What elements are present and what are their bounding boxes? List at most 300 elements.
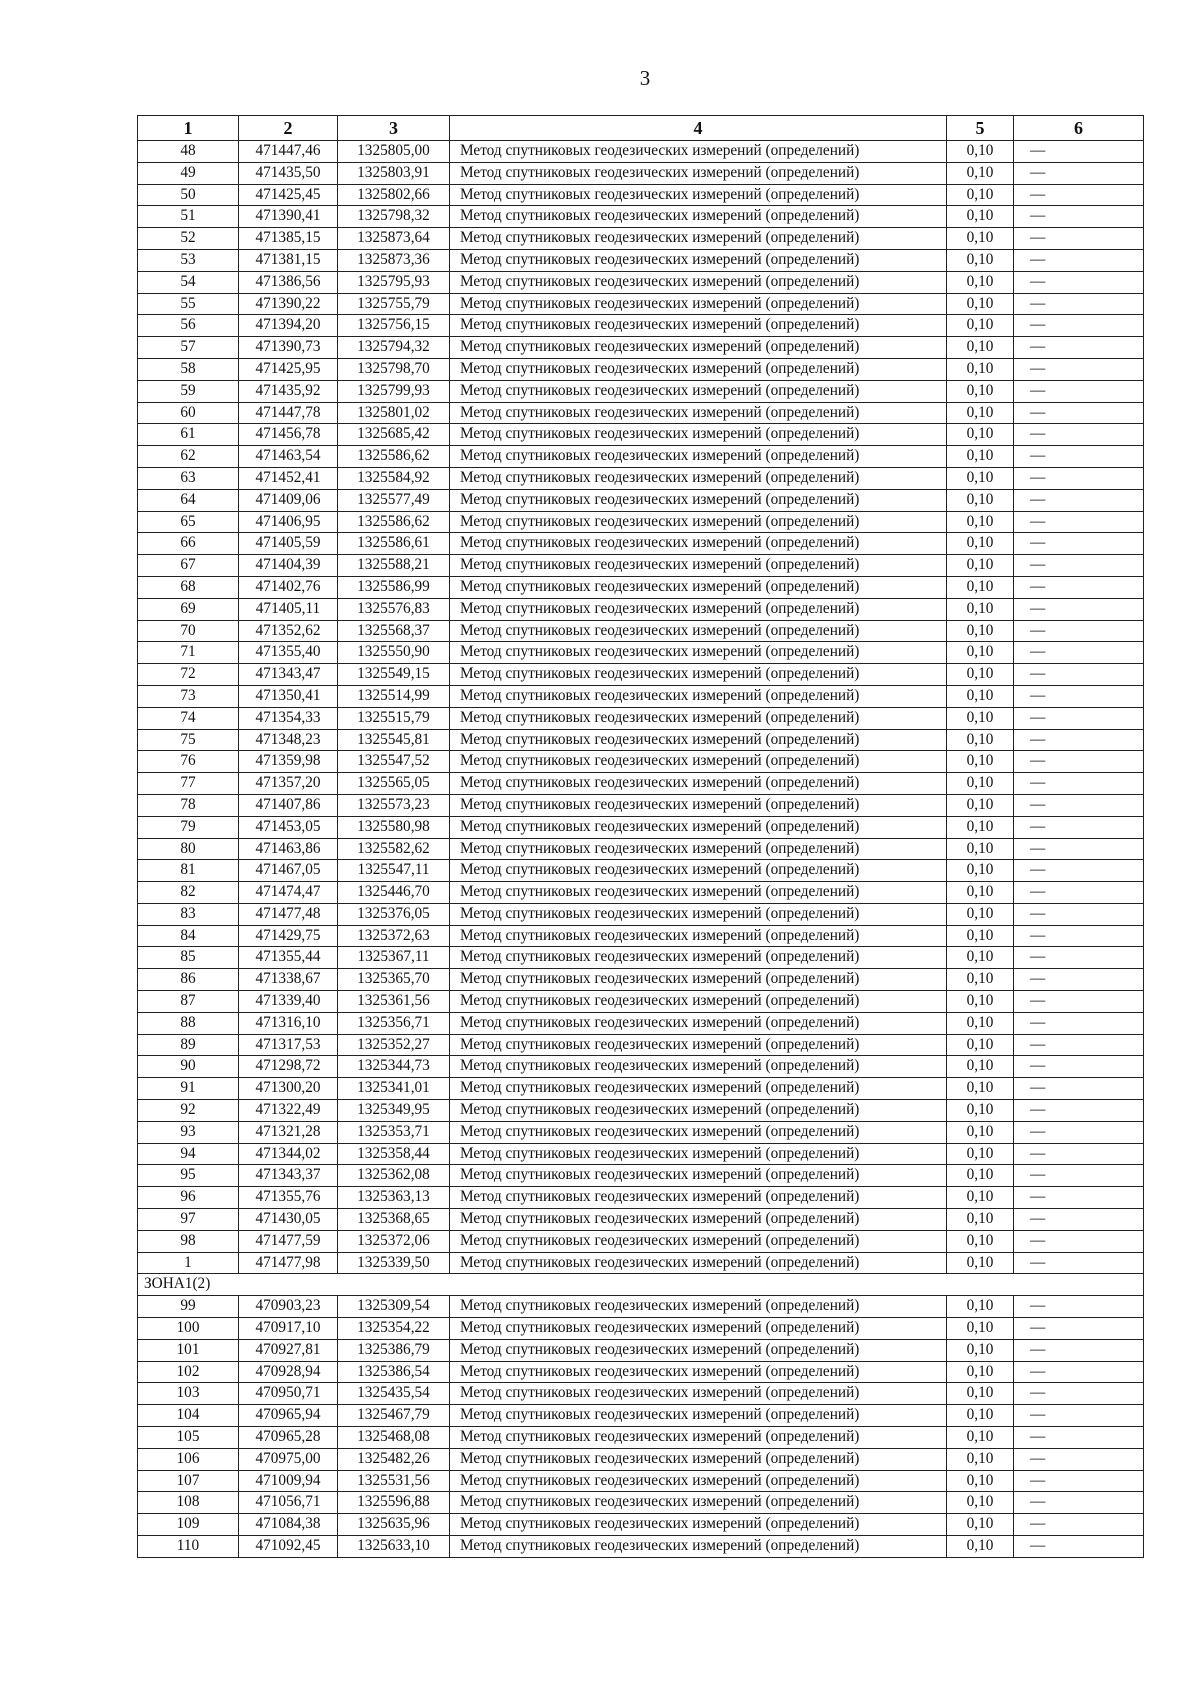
method-cell: Метод спутниковых геодезических измерений (определений)	[450, 794, 947, 816]
y-coordinate-cell: 1325515,79	[338, 707, 450, 729]
point-number-cell: 104	[138, 1405, 239, 1427]
table-header-row	[138, 116, 1144, 141]
point-number-cell: 64	[138, 489, 239, 511]
column-header: 4	[450, 116, 947, 141]
y-coordinate-cell: 1325576,83	[338, 598, 450, 620]
table-row	[138, 1230, 1144, 1252]
y-coordinate-cell: 1325367,11	[338, 947, 450, 969]
x-coordinate-cell: 471463,54	[239, 446, 338, 468]
accuracy-cell: 0,10	[947, 315, 1014, 337]
note-cell: —	[1014, 489, 1144, 511]
x-coordinate-cell: 471317,53	[239, 1034, 338, 1056]
y-coordinate-cell: 1325372,63	[338, 925, 450, 947]
note-cell: —	[1014, 773, 1144, 795]
accuracy-cell: 0,10	[947, 1121, 1014, 1143]
method-cell: Метод спутниковых геодезических измерений (определений)	[450, 620, 947, 642]
table-row	[138, 882, 1144, 904]
point-number-cell: 55	[138, 293, 239, 315]
table-row	[138, 489, 1144, 511]
y-coordinate-cell: 1325376,05	[338, 903, 450, 925]
method-cell: Метод спутниковых геодезических измерений (определений)	[450, 1492, 947, 1514]
point-number-cell: 78	[138, 794, 239, 816]
point-number-cell: 68	[138, 576, 239, 598]
table-row	[138, 664, 1144, 686]
note-cell: —	[1014, 1165, 1144, 1187]
y-coordinate-cell: 1325550,90	[338, 642, 450, 664]
accuracy-cell: 0,10	[947, 337, 1014, 359]
x-coordinate-cell: 471355,76	[239, 1187, 338, 1209]
note-cell: —	[1014, 1536, 1144, 1558]
point-number-cell: 71	[138, 642, 239, 664]
x-coordinate-cell: 470965,94	[239, 1405, 338, 1427]
point-number-cell: 87	[138, 991, 239, 1013]
table-row	[138, 1339, 1144, 1361]
y-coordinate-cell: 1325586,61	[338, 533, 450, 555]
x-coordinate-cell: 471425,45	[239, 184, 338, 206]
x-coordinate-cell: 471355,44	[239, 947, 338, 969]
table-row	[138, 903, 1144, 925]
x-coordinate-cell: 471357,20	[239, 773, 338, 795]
accuracy-cell: 0,10	[947, 1143, 1014, 1165]
x-coordinate-cell: 471350,41	[239, 685, 338, 707]
method-cell: Метод спутниковых геодезических измерений (определений)	[450, 1536, 947, 1558]
x-coordinate-cell: 471009,94	[239, 1470, 338, 1492]
point-number-cell: 80	[138, 838, 239, 860]
point-number-cell: 94	[138, 1143, 239, 1165]
accuracy-cell: 0,10	[947, 816, 1014, 838]
table-body	[138, 141, 1144, 1558]
accuracy-cell: 0,10	[947, 1492, 1014, 1514]
table-row	[138, 1448, 1144, 1470]
method-cell: Метод спутниковых геодезических измерений (определений)	[450, 358, 947, 380]
y-coordinate-cell: 1325588,21	[338, 555, 450, 577]
y-coordinate-cell: 1325584,92	[338, 467, 450, 489]
point-number-cell: 83	[138, 903, 239, 925]
zone-title: ЗОНА1(2)	[138, 1274, 1144, 1296]
table-row	[138, 729, 1144, 751]
method-cell: Метод спутниковых геодезических измерений (определений)	[450, 141, 947, 163]
y-coordinate-cell: 1325467,79	[338, 1405, 450, 1427]
note-cell: —	[1014, 1470, 1144, 1492]
table-row	[138, 162, 1144, 184]
accuracy-cell: 0,10	[947, 271, 1014, 293]
x-coordinate-cell: 471407,86	[239, 794, 338, 816]
y-coordinate-cell: 1325794,32	[338, 337, 450, 359]
note-cell: —	[1014, 1209, 1144, 1231]
y-coordinate-cell: 1325577,49	[338, 489, 450, 511]
accuracy-cell: 0,10	[947, 206, 1014, 228]
table-row	[138, 773, 1144, 795]
point-number-cell: 82	[138, 882, 239, 904]
note-cell: —	[1014, 141, 1144, 163]
method-cell: Метод спутниковых геодезических измерений (определений)	[450, 1209, 947, 1231]
x-coordinate-cell: 471084,38	[239, 1514, 338, 1536]
point-number-cell: 79	[138, 816, 239, 838]
y-coordinate-cell: 1325386,79	[338, 1339, 450, 1361]
y-coordinate-cell: 1325586,62	[338, 511, 450, 533]
point-number-cell: 70	[138, 620, 239, 642]
method-cell: Метод спутниковых геодезических измерений (определений)	[450, 882, 947, 904]
method-cell: Метод спутниковых геодезических измерений (определений)	[450, 1318, 947, 1340]
x-coordinate-cell: 471394,20	[239, 315, 338, 337]
table-row	[138, 555, 1144, 577]
point-number-cell: 1	[138, 1252, 239, 1274]
x-coordinate-cell: 470928,94	[239, 1361, 338, 1383]
point-number-cell: 62	[138, 446, 239, 468]
x-coordinate-cell: 471390,73	[239, 337, 338, 359]
note-cell: —	[1014, 598, 1144, 620]
point-number-cell: 77	[138, 773, 239, 795]
method-cell: Метод спутниковых геодезических измерений (определений)	[450, 511, 947, 533]
y-coordinate-cell: 1325354,22	[338, 1318, 450, 1340]
table-row	[138, 969, 1144, 991]
note-cell: —	[1014, 380, 1144, 402]
accuracy-cell: 0,10	[947, 467, 1014, 489]
accuracy-cell: 0,10	[947, 1209, 1014, 1231]
method-cell: Метод спутниковых геодезических измерений (определений)	[450, 925, 947, 947]
y-coordinate-cell: 1325361,56	[338, 991, 450, 1013]
accuracy-cell: 0,10	[947, 838, 1014, 860]
x-coordinate-cell: 471298,72	[239, 1056, 338, 1078]
accuracy-cell: 0,10	[947, 446, 1014, 468]
method-cell: Метод спутниковых геодезических измерений (определений)	[450, 1143, 947, 1165]
note-cell: —	[1014, 424, 1144, 446]
x-coordinate-cell: 471406,95	[239, 511, 338, 533]
table-row	[138, 1056, 1144, 1078]
accuracy-cell: 0,10	[947, 642, 1014, 664]
accuracy-cell: 0,10	[947, 555, 1014, 577]
column-header: 1	[138, 116, 239, 141]
method-cell: Метод спутниковых геодезических измерений (определений)	[450, 1165, 947, 1187]
table-row	[138, 446, 1144, 468]
point-number-cell: 96	[138, 1187, 239, 1209]
y-coordinate-cell: 1325568,37	[338, 620, 450, 642]
table-row	[138, 751, 1144, 773]
note-cell: —	[1014, 1383, 1144, 1405]
accuracy-cell: 0,10	[947, 424, 1014, 446]
note-cell: —	[1014, 620, 1144, 642]
table-row	[138, 925, 1144, 947]
x-coordinate-cell: 471474,47	[239, 882, 338, 904]
x-coordinate-cell: 471447,78	[239, 402, 338, 424]
note-cell: —	[1014, 533, 1144, 555]
x-coordinate-cell: 471343,47	[239, 664, 338, 686]
point-number-cell: 97	[138, 1209, 239, 1231]
coordinates-table	[137, 115, 1144, 1558]
table-row	[138, 1405, 1144, 1427]
method-cell: Метод спутниковых геодезических измерений (определений)	[450, 1078, 947, 1100]
point-number-cell: 81	[138, 860, 239, 882]
accuracy-cell: 0,10	[947, 533, 1014, 555]
note-cell: —	[1014, 228, 1144, 250]
method-cell: Метод спутниковых геодезических измерений (определений)	[450, 642, 947, 664]
note-cell: —	[1014, 903, 1144, 925]
accuracy-cell: 0,10	[947, 947, 1014, 969]
x-coordinate-cell: 471477,48	[239, 903, 338, 925]
y-coordinate-cell: 1325549,15	[338, 664, 450, 686]
note-cell: —	[1014, 402, 1144, 424]
x-coordinate-cell: 471321,28	[239, 1121, 338, 1143]
y-coordinate-cell: 1325531,56	[338, 1470, 450, 1492]
accuracy-cell: 0,10	[947, 1187, 1014, 1209]
y-coordinate-cell: 1325756,15	[338, 315, 450, 337]
x-coordinate-cell: 471343,37	[239, 1165, 338, 1187]
note-cell: —	[1014, 1100, 1144, 1122]
x-coordinate-cell: 471344,02	[239, 1143, 338, 1165]
table-row	[138, 228, 1144, 250]
table-row	[138, 794, 1144, 816]
table-row	[138, 1252, 1144, 1274]
note-cell: —	[1014, 860, 1144, 882]
point-number-cell: 54	[138, 271, 239, 293]
y-coordinate-cell: 1325547,52	[338, 751, 450, 773]
y-coordinate-cell: 1325873,36	[338, 249, 450, 271]
y-coordinate-cell: 1325468,08	[338, 1427, 450, 1449]
x-coordinate-cell: 470975,00	[239, 1448, 338, 1470]
table-row	[138, 380, 1144, 402]
point-number-cell: 58	[138, 358, 239, 380]
y-coordinate-cell: 1325582,62	[338, 838, 450, 860]
table-row	[138, 1121, 1144, 1143]
y-coordinate-cell: 1325514,99	[338, 685, 450, 707]
point-number-cell: 52	[138, 228, 239, 250]
y-coordinate-cell: 1325446,70	[338, 882, 450, 904]
method-cell: Метод спутниковых геодезических измерений (определений)	[450, 184, 947, 206]
accuracy-cell: 0,10	[947, 1427, 1014, 1449]
accuracy-cell: 0,10	[947, 358, 1014, 380]
note-cell: —	[1014, 882, 1144, 904]
point-number-cell: 103	[138, 1383, 239, 1405]
y-coordinate-cell: 1325386,54	[338, 1361, 450, 1383]
y-coordinate-cell: 1325685,42	[338, 424, 450, 446]
x-coordinate-cell: 471092,45	[239, 1536, 338, 1558]
accuracy-cell: 0,10	[947, 1339, 1014, 1361]
method-cell: Метод спутниковых геодезических измерений (определений)	[450, 293, 947, 315]
point-number-cell: 61	[138, 424, 239, 446]
y-coordinate-cell: 1325755,79	[338, 293, 450, 315]
table-row	[138, 293, 1144, 315]
note-cell: —	[1014, 685, 1144, 707]
y-coordinate-cell: 1325545,81	[338, 729, 450, 751]
y-coordinate-cell: 1325368,65	[338, 1209, 450, 1231]
x-coordinate-cell: 471477,59	[239, 1230, 338, 1252]
note-cell: —	[1014, 1318, 1144, 1340]
point-number-cell: 100	[138, 1318, 239, 1340]
x-coordinate-cell: 471354,33	[239, 707, 338, 729]
method-cell: Метод спутниковых геодезических измерений (определений)	[450, 446, 947, 468]
accuracy-cell: 0,10	[947, 1078, 1014, 1100]
method-cell: Метод спутниковых геодезических измерений (определений)	[450, 402, 947, 424]
note-cell: —	[1014, 184, 1144, 206]
accuracy-cell: 0,10	[947, 707, 1014, 729]
table-row	[138, 1536, 1144, 1558]
table-row	[138, 1427, 1144, 1449]
method-cell: Метод спутниковых геодезических измерений (определений)	[450, 1470, 947, 1492]
note-cell: —	[1014, 576, 1144, 598]
y-coordinate-cell: 1325344,73	[338, 1056, 450, 1078]
x-coordinate-cell: 471338,67	[239, 969, 338, 991]
note-cell: —	[1014, 969, 1144, 991]
accuracy-cell: 0,10	[947, 489, 1014, 511]
note-cell: —	[1014, 1121, 1144, 1143]
note-cell: —	[1014, 1448, 1144, 1470]
point-number-cell: 73	[138, 685, 239, 707]
y-coordinate-cell: 1325586,99	[338, 576, 450, 598]
accuracy-cell: 0,10	[947, 1536, 1014, 1558]
point-number-cell: 56	[138, 315, 239, 337]
x-coordinate-cell: 471322,49	[239, 1100, 338, 1122]
note-cell: —	[1014, 1361, 1144, 1383]
accuracy-cell: 0,10	[947, 141, 1014, 163]
accuracy-cell: 0,10	[947, 1034, 1014, 1056]
table-row	[138, 1078, 1144, 1100]
method-cell: Метод спутниковых геодезических измерений (определений)	[450, 1230, 947, 1252]
x-coordinate-cell: 470917,10	[239, 1318, 338, 1340]
method-cell: Метод спутниковых геодезических измерений (определений)	[450, 1252, 947, 1274]
x-coordinate-cell: 471390,41	[239, 206, 338, 228]
y-coordinate-cell: 1325339,50	[338, 1252, 450, 1274]
y-coordinate-cell: 1325565,05	[338, 773, 450, 795]
table-row	[138, 467, 1144, 489]
point-number-cell: 93	[138, 1121, 239, 1143]
x-coordinate-cell: 471300,20	[239, 1078, 338, 1100]
method-cell: Метод спутниковых геодезических измерений (определений)	[450, 729, 947, 751]
point-number-cell: 98	[138, 1230, 239, 1252]
method-cell: Метод спутниковых геодезических измерений (определений)	[450, 1383, 947, 1405]
table-row	[138, 1470, 1144, 1492]
method-cell: Метод спутниковых геодезических измерений (определений)	[450, 947, 947, 969]
table-row	[138, 685, 1144, 707]
accuracy-cell: 0,10	[947, 751, 1014, 773]
point-number-cell: 95	[138, 1165, 239, 1187]
x-coordinate-cell: 471386,56	[239, 271, 338, 293]
point-number-cell: 91	[138, 1078, 239, 1100]
table-row	[138, 184, 1144, 206]
note-cell: —	[1014, 1078, 1144, 1100]
x-coordinate-cell: 471056,71	[239, 1492, 338, 1514]
x-coordinate-cell: 471467,05	[239, 860, 338, 882]
point-number-cell: 107	[138, 1470, 239, 1492]
table-row	[138, 1514, 1144, 1536]
point-number-cell: 88	[138, 1012, 239, 1034]
table-row	[138, 1383, 1144, 1405]
table-row	[138, 642, 1144, 664]
accuracy-cell: 0,10	[947, 794, 1014, 816]
method-cell: Метод спутниковых геодезических измерений (определений)	[450, 1034, 947, 1056]
accuracy-cell: 0,10	[947, 249, 1014, 271]
x-coordinate-cell: 470965,28	[239, 1427, 338, 1449]
accuracy-cell: 0,10	[947, 903, 1014, 925]
note-cell: —	[1014, 511, 1144, 533]
x-coordinate-cell: 471402,76	[239, 576, 338, 598]
accuracy-cell: 0,10	[947, 1405, 1014, 1427]
table-row	[138, 838, 1144, 860]
note-cell: —	[1014, 249, 1144, 271]
y-coordinate-cell: 1325873,64	[338, 228, 450, 250]
note-cell: —	[1014, 1012, 1144, 1034]
y-coordinate-cell: 1325435,54	[338, 1383, 450, 1405]
point-number-cell: 50	[138, 184, 239, 206]
y-coordinate-cell: 1325363,13	[338, 1187, 450, 1209]
x-coordinate-cell: 471435,50	[239, 162, 338, 184]
accuracy-cell: 0,10	[947, 685, 1014, 707]
point-number-cell: 92	[138, 1100, 239, 1122]
method-cell: Метод спутниковых геодезических измерений (определений)	[450, 1100, 947, 1122]
accuracy-cell: 0,10	[947, 1318, 1014, 1340]
method-cell: Метод спутниковых геодезических измерений (определений)	[450, 707, 947, 729]
x-coordinate-cell: 471435,92	[239, 380, 338, 402]
note-cell: —	[1014, 271, 1144, 293]
method-cell: Метод спутниковых геодезических измерений (определений)	[450, 751, 947, 773]
x-coordinate-cell: 470950,71	[239, 1383, 338, 1405]
point-number-cell: 72	[138, 664, 239, 686]
note-cell: —	[1014, 991, 1144, 1013]
note-cell: —	[1014, 315, 1144, 337]
table-row	[138, 1100, 1144, 1122]
table-row	[138, 1165, 1144, 1187]
point-number-cell: 106	[138, 1448, 239, 1470]
method-cell: Метод спутниковых геодезических измерений (определений)	[450, 1296, 947, 1318]
accuracy-cell: 0,10	[947, 860, 1014, 882]
x-coordinate-cell: 471352,62	[239, 620, 338, 642]
note-cell: —	[1014, 642, 1144, 664]
accuracy-cell: 0,10	[947, 1165, 1014, 1187]
x-coordinate-cell: 471452,41	[239, 467, 338, 489]
y-coordinate-cell: 1325580,98	[338, 816, 450, 838]
x-coordinate-cell: 471348,23	[239, 729, 338, 751]
point-number-cell: 57	[138, 337, 239, 359]
table-row	[138, 598, 1144, 620]
note-cell: —	[1014, 1492, 1144, 1514]
table-row	[138, 991, 1144, 1013]
y-coordinate-cell: 1325349,95	[338, 1100, 450, 1122]
point-number-cell: 48	[138, 141, 239, 163]
note-cell: —	[1014, 751, 1144, 773]
method-cell: Метод спутниковых геодезических измерений (определений)	[450, 685, 947, 707]
table-row	[138, 358, 1144, 380]
table-row	[138, 315, 1144, 337]
method-cell: Метод спутниковых геодезических измерений (определений)	[450, 576, 947, 598]
accuracy-cell: 0,10	[947, 991, 1014, 1013]
table-row	[138, 1361, 1144, 1383]
method-cell: Метод спутниковых геодезических измерений (определений)	[450, 773, 947, 795]
x-coordinate-cell: 471355,40	[239, 642, 338, 664]
y-coordinate-cell: 1325309,54	[338, 1296, 450, 1318]
y-coordinate-cell: 1325362,08	[338, 1165, 450, 1187]
point-number-cell: 89	[138, 1034, 239, 1056]
y-coordinate-cell: 1325803,91	[338, 162, 450, 184]
note-cell: —	[1014, 838, 1144, 860]
method-cell: Метод спутниковых геодезических измерений (определений)	[450, 555, 947, 577]
note-cell: —	[1014, 729, 1144, 751]
method-cell: Метод спутниковых геодезических измерений (определений)	[450, 1405, 947, 1427]
table-row	[138, 576, 1144, 598]
point-number-cell: 85	[138, 947, 239, 969]
table-row	[138, 1209, 1144, 1231]
y-coordinate-cell: 1325633,10	[338, 1536, 450, 1558]
point-number-cell: 109	[138, 1514, 239, 1536]
note-cell: —	[1014, 467, 1144, 489]
accuracy-cell: 0,10	[947, 729, 1014, 751]
note-cell: —	[1014, 707, 1144, 729]
note-cell: —	[1014, 947, 1144, 969]
accuracy-cell: 0,10	[947, 598, 1014, 620]
point-number-cell: 76	[138, 751, 239, 773]
x-coordinate-cell: 471409,06	[239, 489, 338, 511]
point-number-cell: 60	[138, 402, 239, 424]
note-cell: —	[1014, 555, 1144, 577]
table-row	[138, 1318, 1144, 1340]
